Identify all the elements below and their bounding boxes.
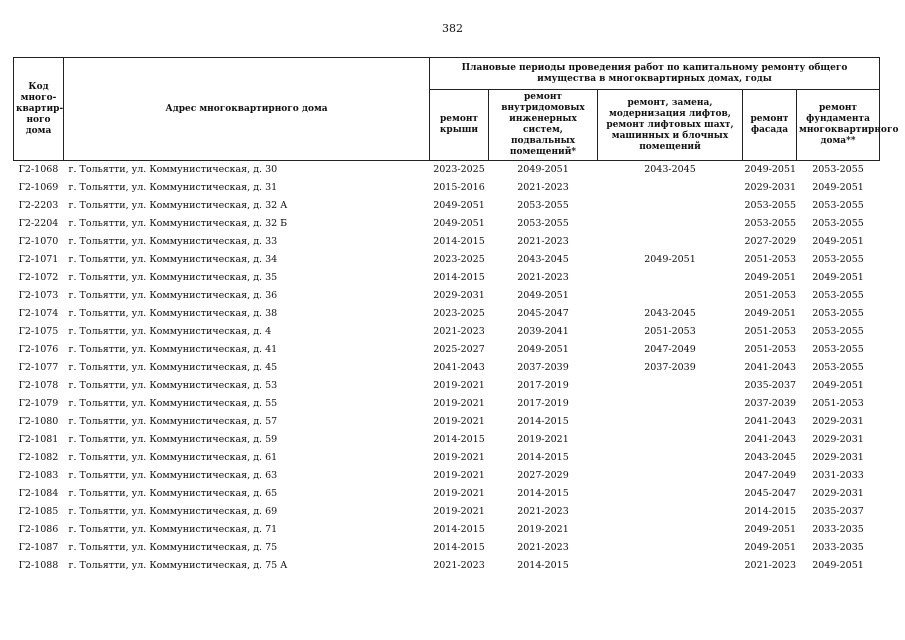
cell-elevators [598,521,743,539]
cell-foundation: 2049-2051 [812,272,864,283]
cell-roof: 2015-2016 [433,182,485,193]
cell-code: Г2-1070 [18,236,59,247]
cell-foundation: 2029-2031 [812,416,864,427]
cell-facade: 2049-2051 [744,308,797,319]
cell-facade: 2049-2051 [744,542,797,553]
header-periods-group: Плановые периоды проведения работ по капитальному ремонту общего имущества в многоквартирных домах, годы [430,58,880,90]
cell-engineering: 2053-2055 [517,218,569,229]
header-address: Адрес многоквартирного дома [64,58,430,161]
cell-facade: 2051-2053 [744,344,797,355]
cell-elevators [598,449,743,467]
table-row [14,251,880,269]
cell-foundation: 2035-2037 [812,506,864,517]
table-body [14,161,880,576]
table-row [14,521,880,539]
cell-address: г. Тольятти, ул. Коммунистическая, д. 31 [68,182,278,193]
cell-engineering: 2021-2023 [517,542,569,553]
cell-elevators: 2043-2045 [644,308,696,319]
cell-facade: 2049-2051 [744,524,797,535]
header-code: Код много-квартир-ного дома [14,58,64,161]
cell-address: г. Тольятти, ул. Коммунистическая, д. 41 [68,344,278,355]
table-row [14,323,880,341]
cell-address: г. Тольятти, ул. Коммунистическая, д. 32 А [68,200,288,211]
cell-address: г. Тольятти, ул. Коммунистическая, д. 4 [68,326,272,337]
cell-address: г. Тольятти, ул. Коммунистическая, д. 75 А [68,560,288,571]
cell-address: г. Тольятти, ул. Коммунистическая, д. 38 [68,308,278,319]
cell-roof: 2025-2027 [433,344,485,355]
table-row [14,485,880,503]
cell-roof: 2029-2031 [433,290,485,301]
header-elevators: ремонт, замена, модернизация лифтов, ремонт лифтовых шахт, машинных и блочных помещений [598,90,743,161]
cell-engineering: 2017-2019 [517,380,569,391]
cell-elevators [598,215,743,233]
table-row [14,503,880,521]
cell-facade: 2051-2053 [744,290,797,301]
cell-foundation: 2053-2055 [812,164,864,175]
cell-address: г. Тольятти, ул. Коммунистическая, д. 53 [68,380,278,391]
cell-code: Г2-1082 [18,452,59,463]
cell-address: г. Тольятти, ул. Коммунистическая, д. 63 [68,470,278,481]
cell-address: г. Тольятти, ул. Коммунистическая, д. 30 [68,164,278,175]
cell-facade: 2051-2053 [744,326,797,337]
cell-engineering: 2019-2021 [517,434,569,445]
cell-code: Г2-1077 [18,362,59,373]
table-row [14,305,880,323]
cell-facade: 2037-2039 [744,398,797,409]
cell-address: г. Тольятти, ул. Коммунистическая, д. 71 [68,524,278,535]
cell-engineering: 2049-2051 [517,290,569,301]
cell-foundation: 2049-2051 [812,560,864,571]
cell-foundation: 2049-2051 [812,236,864,247]
header-facade: ремонт фасада [743,90,797,161]
cell-engineering: 2045-2047 [517,308,569,319]
cell-roof: 2014-2015 [433,434,485,445]
cell-address: г. Тольятти, ул. Коммунистическая, д. 59 [68,434,278,445]
table-row [14,395,880,413]
cell-address: г. Тольятти, ул. Коммунистическая, д. 69 [68,506,278,517]
table-row [14,431,880,449]
cell-roof: 2019-2021 [433,470,485,481]
table-row [14,233,880,251]
cell-foundation: 2053-2055 [812,344,864,355]
cell-facade: 2035-2037 [744,380,797,391]
cell-facade: 2021-2023 [744,560,797,571]
cell-code: Г2-1084 [18,488,59,499]
cell-engineering: 2014-2015 [517,488,569,499]
cell-engineering: 2014-2015 [517,452,569,463]
cell-facade: 2027-2029 [744,236,797,247]
capital-repair-table [13,57,899,575]
cell-code: Г2-1086 [18,524,59,535]
cell-roof: 2049-2051 [433,200,485,211]
cell-engineering: 2043-2045 [517,254,569,265]
cell-code: Г2-1078 [18,380,59,391]
cell-engineering: 2049-2051 [517,344,569,355]
cell-code: Г2-1083 [18,470,59,481]
table-row [14,197,880,215]
table-row [14,359,880,377]
cell-engineering: 2021-2023 [517,506,569,517]
cell-facade: 2047-2049 [744,470,797,481]
cell-address: г. Тольятти, ул. Коммунистическая, д. 36 [68,290,278,301]
cell-foundation: 2053-2055 [812,218,864,229]
cell-code: Г2-1068 [18,164,59,175]
cell-foundation: 2053-2055 [812,362,864,373]
cell-code: Г2-1085 [18,506,59,517]
cell-elevators [598,431,743,449]
table-row [14,287,880,305]
cell-roof: 2023-2025 [433,254,485,265]
cell-facade: 2041-2043 [744,416,797,427]
cell-facade: 2053-2055 [744,200,797,211]
cell-code: Г2-1073 [18,290,59,301]
table-row [14,467,880,485]
cell-code: Г2-1076 [18,344,59,355]
cell-code: Г2-2204 [18,218,59,229]
cell-facade: 2053-2055 [744,218,797,229]
table-row [14,539,880,557]
cell-facade: 2041-2043 [744,362,797,373]
cell-elevators [598,197,743,215]
cell-facade: 2041-2043 [744,434,797,445]
cell-foundation: 2029-2031 [812,434,864,445]
cell-facade: 2045-2047 [744,488,797,499]
cell-code: Г2-1080 [18,416,59,427]
cell-foundation: 2031-2033 [812,470,864,481]
cell-elevators: 2037-2039 [644,362,696,373]
cell-engineering: 2019-2021 [517,524,569,535]
table-row [14,179,880,197]
cell-code: Г2-1072 [18,272,59,283]
cell-roof: 2019-2021 [433,506,485,517]
cell-facade: 2014-2015 [744,506,797,517]
cell-roof: 2041-2043 [433,362,485,373]
cell-engineering: 2014-2015 [517,560,569,571]
cell-code: Г2-1075 [18,326,59,337]
cell-elevators [598,485,743,503]
cell-foundation: 2051-2053 [812,398,864,409]
cell-code: Г2-1079 [18,398,59,409]
cell-foundation: 2053-2055 [812,200,864,211]
cell-elevators: 2051-2053 [644,326,696,337]
table-row [14,449,880,467]
cell-roof: 2023-2025 [433,308,485,319]
cell-elevators: 2049-2051 [644,254,696,265]
cell-facade: 2043-2045 [744,452,797,463]
cell-elevators [598,413,743,431]
cell-address: г. Тольятти, ул. Коммунистическая, д. 57 [68,416,278,427]
table-row [14,413,880,431]
cell-foundation: 2033-2035 [812,524,864,535]
cell-code: Г2-1071 [18,254,59,265]
header-foundation: ремонт фундамента многоквартирного дома** [797,90,880,161]
cell-roof: 2049-2051 [433,218,485,229]
table-row [14,161,880,180]
cell-foundation: 2049-2051 [812,182,864,193]
cell-roof: 2014-2015 [433,272,485,283]
cell-address: г. Тольятти, ул. Коммунистическая, д. 45 [68,362,278,373]
cell-code: Г2-1088 [18,560,59,571]
cell-code: Г2-1087 [18,542,59,553]
cell-foundation: 2053-2055 [812,290,864,301]
cell-code: Г2-2203 [18,200,59,211]
cell-roof: 2019-2021 [433,452,485,463]
cell-address: г. Тольятти, ул. Коммунистическая, д. 32 Б [68,218,288,229]
cell-engineering: 2021-2023 [517,236,569,247]
cell-elevators [598,287,743,305]
table-row [14,215,880,233]
cell-address: г. Тольятти, ул. Коммунистическая, д. 75 [68,542,278,553]
cell-elevators: 2047-2049 [644,344,696,355]
cell-roof: 2021-2023 [433,560,485,571]
cell-engineering: 2027-2029 [517,470,569,481]
cell-address: г. Тольятти, ул. Коммунистическая, д. 61 [68,452,278,463]
cell-elevators [598,377,743,395]
cell-facade: 2051-2053 [744,254,797,265]
table-row [14,341,880,359]
cell-code: Г2-1081 [18,434,59,445]
cell-address: г. Тольятти, ул. Коммунистическая, д. 55 [68,398,278,409]
cell-engineering: 2017-2019 [517,398,569,409]
cell-foundation: 2053-2055 [812,254,864,265]
cell-elevators [598,395,743,413]
cell-engineering: 2021-2023 [517,272,569,283]
page-number: 382 [442,22,463,35]
cell-elevators [598,557,743,575]
cell-facade: 2049-2051 [744,272,797,283]
cell-elevators [598,269,743,287]
cell-elevators [598,467,743,485]
cell-roof: 2021-2023 [433,326,485,337]
cell-roof: 2014-2015 [433,542,485,553]
table-row [14,557,880,575]
cell-facade: 2049-2051 [744,164,797,175]
cell-roof: 2014-2015 [433,236,485,247]
cell-facade: 2029-2031 [744,182,797,193]
cell-roof: 2019-2021 [433,416,485,427]
cell-roof: 2023-2025 [433,164,485,175]
cell-foundation: 2029-2031 [812,488,864,499]
table-row [14,377,880,395]
cell-foundation: 2053-2055 [812,308,864,319]
cell-foundation: 2053-2055 [812,326,864,337]
cell-roof: 2019-2021 [433,380,485,391]
cell-elevators [598,539,743,557]
cell-foundation: 2049-2051 [812,380,864,391]
cell-elevators [598,503,743,521]
cell-code: Г2-1069 [18,182,59,193]
cell-engineering: 2021-2023 [517,182,569,193]
cell-code: Г2-1074 [18,308,59,319]
cell-engineering: 2037-2039 [517,362,569,373]
cell-elevators [598,233,743,251]
cell-address: г. Тольятти, ул. Коммунистическая, д. 65 [68,488,278,499]
cell-roof: 2019-2021 [433,488,485,499]
cell-foundation: 2029-2031 [812,452,864,463]
cell-address: г. Тольятти, ул. Коммунистическая, д. 34 [68,254,278,265]
cell-address: г. Тольятти, ул. Коммунистическая, д. 33 [68,236,278,247]
header-roof: ремонт крыши [430,90,489,161]
header-engineering: ремонт внутридомовых инженерных систем, подвальных помещений* [489,90,598,161]
cell-engineering: 2039-2041 [517,326,569,337]
cell-engineering: 2053-2055 [517,200,569,211]
cell-roof: 2014-2015 [433,524,485,535]
table-row [14,269,880,287]
cell-roof: 2019-2021 [433,398,485,409]
cell-engineering: 2014-2015 [517,416,569,427]
cell-foundation: 2033-2035 [812,542,864,553]
cell-elevators [598,179,743,197]
cell-elevators: 2043-2045 [644,164,696,175]
cell-address: г. Тольятти, ул. Коммунистическая, д. 35 [68,272,278,283]
cell-engineering: 2049-2051 [517,164,569,175]
